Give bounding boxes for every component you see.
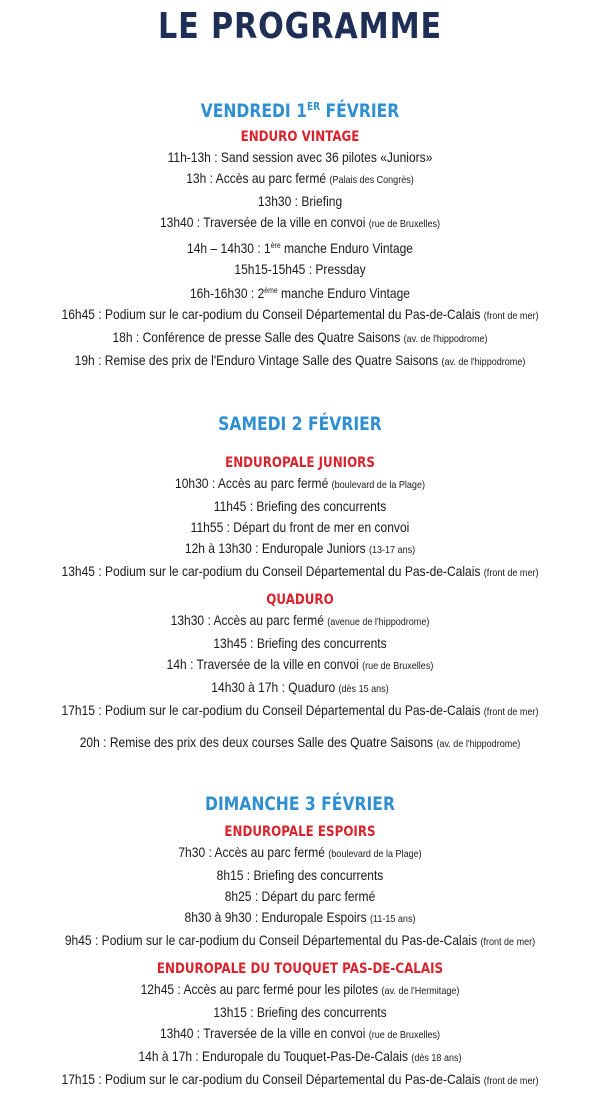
- schedule-item: 13h30 : Briefing: [257, 193, 343, 209]
- schedule-item: 14h à 17h : Enduropale du Touquet-Pas-De-Calais (dès 18 ans): [138, 1048, 462, 1064]
- schedule-item: 8h15 : Briefing des concurrents: [216, 867, 384, 883]
- schedule-item: 12h à 13h30 : Enduropale Juniors (13-17 ans): [184, 540, 416, 556]
- schedule-item: 16h-16h30 : 2ème manche Enduro Vintage: [189, 285, 410, 301]
- day-heading-friday: VENDREDI 1ER FÉVRIER: [200, 100, 400, 122]
- schedule-item: 13h40 : Traversée de la ville en convoi (rue de Bruxelles): [159, 1025, 441, 1041]
- day-heading-sunday: DIMANCHE 3 FÉVRIER: [205, 793, 395, 815]
- schedule-item: 15h15-15h45 : Pressday: [234, 261, 366, 277]
- schedule-item: 10h30 : Accès au parc fermé (boulevard de la Plage): [175, 475, 425, 491]
- schedule-item: 12h45 : Accès au parc fermé pour les pilotes (av. de l'Hermitage): [140, 981, 460, 997]
- schedule-item: 13h45 : Podium sur le car-podium du Conseil Départemental du Pas-de-Calais (front de mer): [61, 563, 539, 579]
- schedule-item: 14h : Traversée de la ville en convoi (rue de Bruxelles): [166, 656, 434, 672]
- schedule-item: 13h30 : Accès au parc fermé (avenue de l'hippodrome): [170, 612, 430, 628]
- schedule-item: 13h40 : Traversée de la ville en convoi (rue de Bruxelles): [159, 214, 441, 230]
- schedule-list-enduropale-touquet: [0, 979, 600, 1092]
- race-heading-quaduro: QUADURO: [266, 592, 334, 608]
- schedule-item: 11h-13h : Sand session avec 36 pilotes «Juniors»: [167, 149, 433, 165]
- schedule-item: 17h15 : Podium sur le car-podium du Conseil Départemental du Pas-de-Calais (front de mer): [61, 1071, 539, 1087]
- schedule-item: 18h : Conférence de presse Salle des Quatre Saisons (av. de l'hippodrome): [112, 329, 488, 345]
- schedule-item-prize-ceremony: 20h : Remise des prix des deux courses Salle des Quatre Saisons (av. de l'hippodrome): [79, 734, 521, 750]
- schedule-list-quaduro: [0, 610, 600, 723]
- race-heading-enduropale-espoirs: ENDUROPALE ESPOIRS: [224, 824, 376, 840]
- schedule-item: 14h – 14h30 : 1ère manche Enduro Vintage: [187, 240, 413, 256]
- schedule-list-enduro-vintage: [0, 147, 600, 373]
- schedule-item: 13h15 : Briefing des concurrents: [213, 1004, 387, 1020]
- schedule-item: 11h45 : Briefing des concurrents: [213, 498, 387, 514]
- day-heading-saturday: SAMEDI 2 FÉVRIER: [218, 413, 382, 435]
- schedule-item: 11h55 : Départ du front de mer en convoi: [190, 519, 410, 535]
- schedule-list-enduropale-juniors: [0, 473, 600, 584]
- schedule-list-enduropale-espoirs: [0, 842, 600, 953]
- race-heading-enduropale-juniors: ENDUROPALE JUNIORS: [225, 455, 375, 471]
- schedule-item: 9h45 : Podium sur le car-podium du Conseil Départemental du Pas-de-Calais (front de mer): [64, 932, 536, 948]
- schedule-item: 8h25 : Départ du parc fermé: [224, 888, 376, 904]
- schedule-item: 13h45 : Briefing des concurrents: [213, 635, 387, 651]
- schedule-item: 8h30 à 9h30 : Enduropale Espoirs (11-15 ans): [184, 909, 416, 925]
- page-title: LE PROGRAMME: [157, 6, 443, 47]
- schedule-item: 7h30 : Accès au parc fermé (boulevard de la Plage): [178, 844, 422, 860]
- schedule-item: 19h : Remise des prix de l'Enduro Vintage Salle des Quatre Saisons (av. de l'hippodrome): [74, 352, 526, 368]
- race-heading-enduro-vintage: ENDURO VINTAGE: [240, 129, 360, 145]
- race-heading-enduropale-touquet: ENDUROPALE DU TOUQUET PAS-DE-CALAIS: [156, 961, 444, 977]
- schedule-item: 14h30 à 17h : Quaduro (dès 15 ans): [211, 679, 389, 695]
- schedule-item: 16h45 : Podium sur le car-podium du Conseil Départemental du Pas-de-Calais (front de mer): [61, 306, 539, 322]
- schedule-item: 13h : Accès au parc fermé (Palais des Congrès): [186, 170, 414, 186]
- schedule-item: 17h15 : Podium sur le car-podium du Conseil Départemental du Pas-de-Calais (front de mer): [61, 702, 539, 718]
